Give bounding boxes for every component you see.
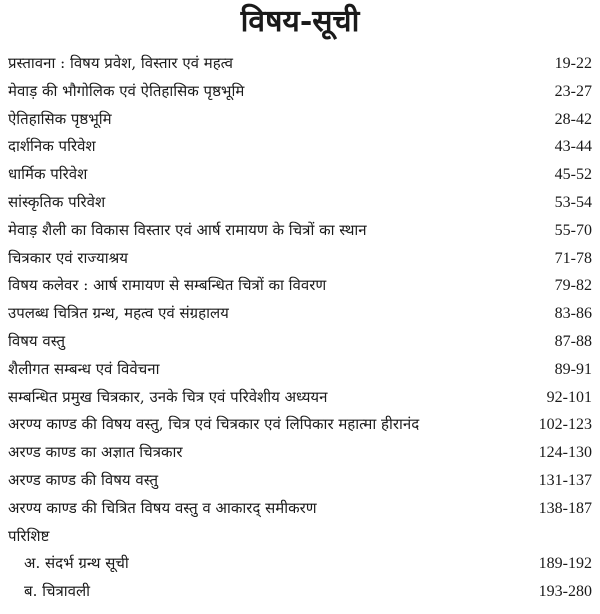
toc-entry-title: धार्मिक परिवेश: [8, 165, 88, 184]
toc-entry-title: ऐतिहासिक पृष्ठभूमि: [8, 109, 112, 128]
toc-entry-pages: 87-88: [554, 332, 592, 350]
toc-entry: [8, 272, 592, 300]
toc-entry-pages: 131-137: [538, 471, 592, 489]
toc-entry-pages: 189-192: [538, 555, 592, 573]
toc-entry-title: अ. संदर्भ ग्रन्थ सूची: [24, 554, 129, 573]
toc-entry: [8, 189, 592, 217]
toc-entry-pages: 102-123: [538, 416, 592, 434]
toc-entry: [8, 495, 592, 523]
toc-entry: [8, 467, 592, 495]
toc-entry-title: अरण्य काण्ड की विषय वस्तु, चित्र एवं चित्रकार एवं लिपिकार महात्मा हीरानंद: [8, 415, 420, 434]
toc-entry-title: सम्बन्धित प्रमुख चित्रकार, उनके चित्र एवं परिवेशीय अध्ययन: [8, 387, 328, 406]
toc-entry-pages: 71-78: [554, 249, 592, 267]
toc-entry-pages: 124-130: [538, 444, 592, 462]
table-of-contents: [8, 50, 592, 606]
toc-entry-title: अरण्ड काण्ड की विषय वस्तु: [8, 470, 159, 489]
toc-entry-pages: 28-42: [554, 110, 592, 128]
toc-entry: [8, 523, 592, 551]
toc-entry: [8, 578, 592, 606]
toc-entry: [8, 411, 592, 439]
toc-entry-title: विषय वस्तु: [8, 331, 66, 350]
toc-entry-pages: 79-82: [554, 277, 592, 295]
toc-entry-title: परिशिष्ट: [8, 526, 50, 545]
toc-entry-title: अरण्ड काण्ड का अज्ञात चित्रकार: [8, 443, 183, 462]
toc-entry: [8, 245, 592, 273]
toc-entry-pages: 23-27: [554, 82, 592, 100]
toc-entry: [8, 161, 592, 189]
toc-entry-title: दार्शनिक परिवेश: [8, 137, 96, 156]
toc-entry-title: मेवाड़ की भौगोलिक एवं ऐतिहासिक पृष्ठभूमि: [8, 81, 245, 100]
toc-entry-pages: 92-101: [546, 388, 592, 406]
toc-entry: [8, 328, 592, 356]
toc-entry-title: अरण्य काण्ड की चित्रित विषय वस्तु व आकारद् समीकरण: [8, 498, 317, 517]
toc-entry-pages: 19-22: [554, 55, 592, 72]
toc-entry-pages: 138-187: [538, 499, 592, 517]
toc-entry: [8, 356, 592, 384]
toc-entry-title: विषय कलेवर : आर्ष रामायण से सम्बन्धित चित्रों का विवरण: [8, 276, 327, 295]
toc-entry-title: मेवाड़ शैली का विकास विस्तार एवं आर्ष रामायण के चित्रों का स्थान: [8, 220, 367, 239]
toc-entry-title: सांस्कृतिक परिवेश: [8, 192, 106, 211]
toc-entry: [8, 384, 592, 412]
toc-entry: [8, 50, 592, 78]
toc-entry: [8, 217, 592, 245]
page-title: विषय-सूची: [240, 4, 360, 39]
toc-entry: [8, 300, 592, 328]
toc-entry-title: शैलीगत सम्बन्ध एवं विवेचना: [8, 359, 160, 378]
toc-entry: [8, 550, 592, 578]
toc-entry: [8, 439, 592, 467]
toc-entry: [8, 106, 592, 134]
toc-entry-pages: 89-91: [554, 360, 592, 378]
toc-entry-pages: 53-54: [554, 193, 592, 211]
toc-entry-title: उपलब्ध चित्रित ग्रन्थ, महत्व एवं संग्रहालय: [8, 304, 229, 323]
toc-entry-title: ब. चित्रावली: [24, 582, 91, 601]
toc-entry-pages: 43-44: [554, 138, 592, 156]
toc-entry: [8, 78, 592, 106]
toc-entry-pages: 45-52: [554, 166, 592, 184]
toc-entry: [8, 133, 592, 161]
toc-entry-pages: 83-86: [554, 305, 592, 323]
toc-entry-title: चित्रकार एवं राज्याश्रय: [8, 248, 128, 267]
toc-entry-title: प्रस्तावना : विषय प्रवेश, विस्तार एवं महत्व: [8, 54, 233, 72]
toc-entry-pages: 193-280: [538, 583, 592, 601]
toc-entry-pages: 55-70: [554, 221, 592, 239]
